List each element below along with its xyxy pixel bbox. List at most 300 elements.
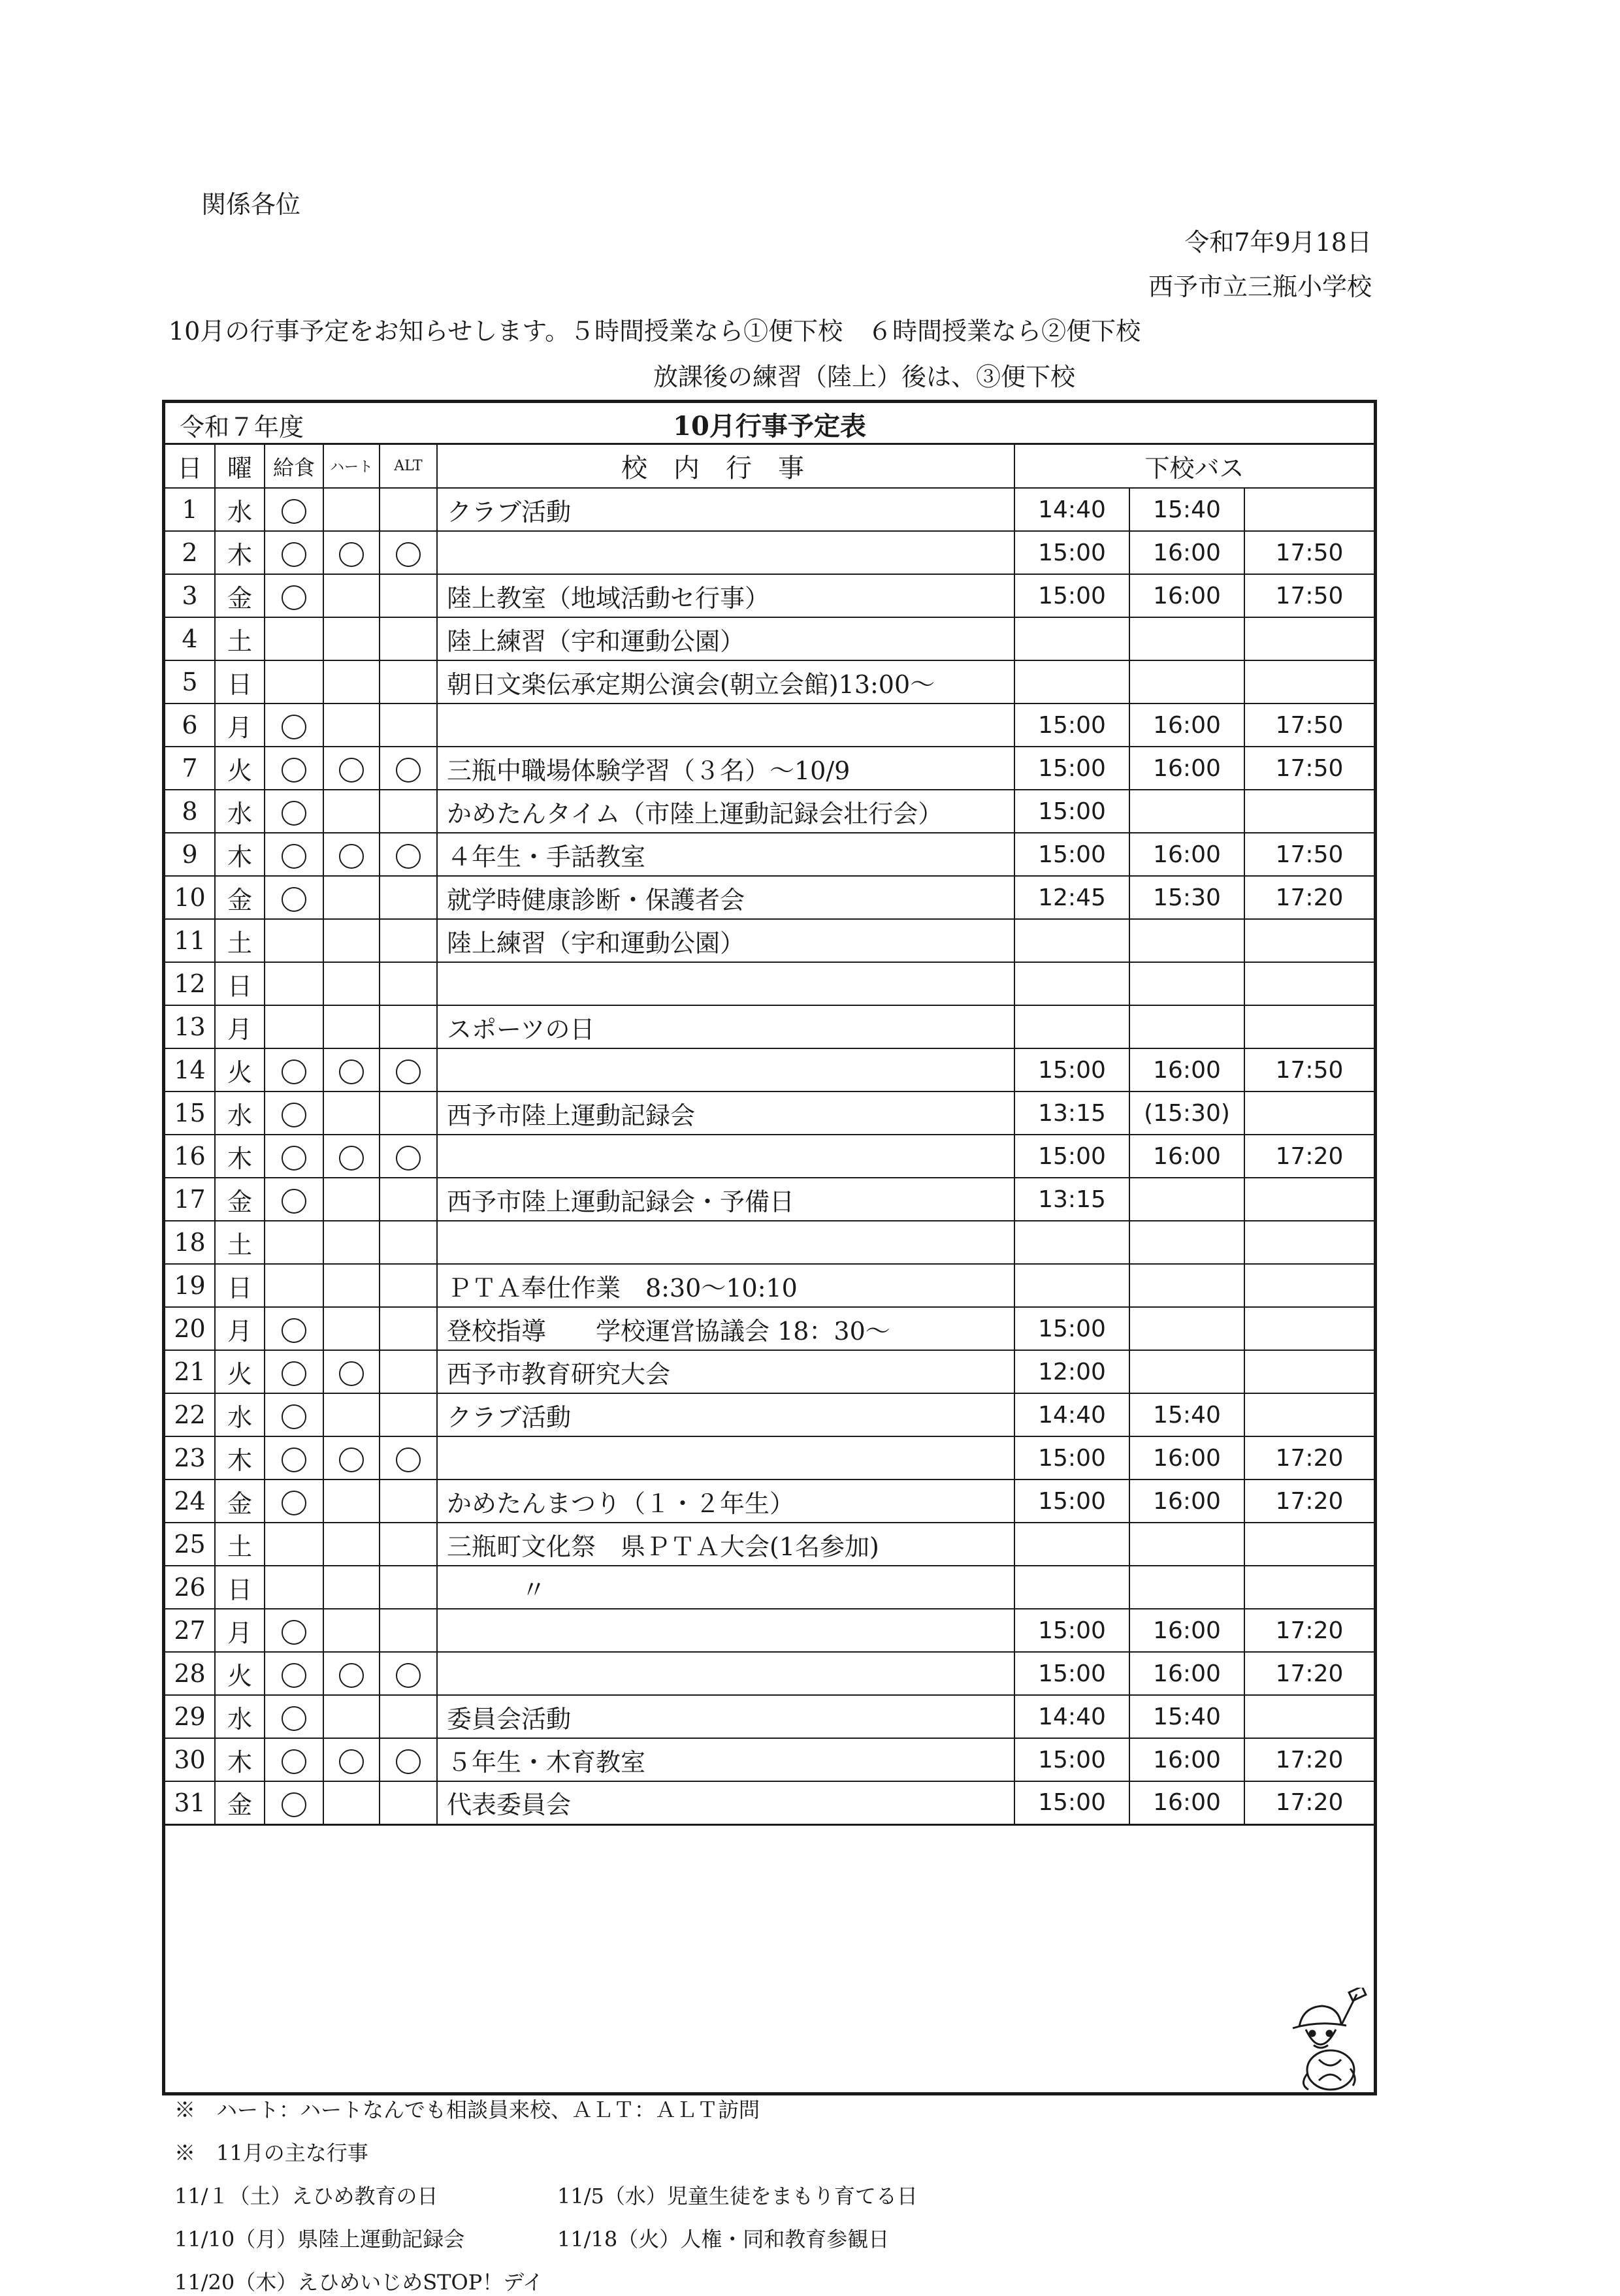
lunch-cell (265, 1479, 323, 1523)
lunch-cell (265, 1221, 323, 1264)
event-cell: 〃 (437, 1566, 1014, 1609)
circle-mark-icon (282, 801, 306, 826)
bus-time-cell (1129, 1005, 1244, 1048)
bus-time-cell (1129, 1523, 1244, 1566)
table-row (165, 1178, 1374, 1221)
day-cell: 7 (165, 747, 215, 790)
day-cell: 20 (165, 1307, 215, 1350)
day-cell: 24 (165, 1479, 215, 1523)
bus-time-cell (1244, 1264, 1374, 1307)
bus-time-cell: 15:00 (1014, 1307, 1129, 1350)
bus-time-cell: 17:20 (1244, 876, 1374, 919)
table-row (165, 1523, 1374, 1566)
bus-time-cell (1244, 1566, 1374, 1609)
event-cell (437, 1135, 1014, 1178)
bus-time-cell: 16:00 (1129, 1048, 1244, 1091)
circle-mark-icon (282, 1663, 306, 1688)
circle-mark-icon (282, 1792, 306, 1817)
issue-date: 令和7年9月18日 (1184, 228, 1372, 257)
heart-cell (323, 919, 380, 962)
event-cell: 西予市教育研究大会 (437, 1350, 1014, 1393)
alt-cell (380, 876, 437, 919)
header-alt: ALT (380, 445, 437, 488)
alt-cell (380, 1048, 437, 1091)
bus-time-cell: 15:00 (1014, 1048, 1129, 1091)
circle-mark-icon (396, 1059, 421, 1084)
lunch-cell (265, 1135, 323, 1178)
bus-time-cell (1014, 1523, 1129, 1566)
bus-time-cell: 12:45 (1014, 876, 1129, 919)
day-cell: 14 (165, 1048, 215, 1091)
lunch-cell (265, 488, 323, 531)
heart-cell (323, 1048, 380, 1091)
heart-cell (323, 1523, 380, 1566)
alt-cell (380, 1738, 437, 1781)
day-cell: 16 (165, 1135, 215, 1178)
bus-time-cell: 13:15 (1014, 1178, 1129, 1221)
header-bus: 下校バス (1014, 445, 1374, 488)
table-row (165, 1695, 1374, 1738)
header-events: 校内行事 (437, 445, 1014, 488)
bus-time-cell (1244, 1005, 1374, 1048)
circle-mark-icon (282, 1620, 306, 1645)
event-cell: かめたんタイム（市陸上運動記録会壮行会） (437, 790, 1014, 833)
bus-time-cell (1129, 962, 1244, 1005)
weekday-cell: 水 (215, 790, 265, 833)
event-cell: 西予市陸上運動記録会・予備日 (437, 1178, 1014, 1221)
bus-time-cell: 16:00 (1129, 574, 1244, 617)
heart-cell (323, 1609, 380, 1652)
bus-time-cell (1014, 617, 1129, 660)
bus-time-cell: 12:00 (1014, 1350, 1129, 1393)
alt-cell (380, 617, 437, 660)
bus-time-cell: 16:00 (1129, 1479, 1244, 1523)
legend-note: ※ ハート：ハートなんでも相談員来校、ＡＬＴ：ＡＬＴ訪問 (174, 2097, 760, 2122)
bus-time-cell: 17:20 (1244, 1609, 1374, 1652)
circle-mark-icon (396, 1749, 421, 1774)
day-cell: 29 (165, 1695, 215, 1738)
event-cell: クラブ活動 (437, 1393, 1014, 1436)
lunch-cell (265, 962, 323, 1005)
weekday-cell: 火 (215, 1048, 265, 1091)
lunch-cell (265, 1091, 323, 1135)
table-row (165, 1479, 1374, 1523)
bus-time-cell: 13:15 (1014, 1091, 1129, 1135)
day-cell: 12 (165, 962, 215, 1005)
table-row (165, 790, 1374, 833)
day-cell: 5 (165, 660, 215, 703)
bus-time-cell: 15:00 (1014, 1652, 1129, 1695)
table-row (165, 1005, 1374, 1048)
table-row (165, 1264, 1374, 1307)
alt-cell (380, 1652, 437, 1695)
heart-cell (323, 962, 380, 1005)
bus-time-cell (1244, 962, 1374, 1005)
event-cell: かめたんまつり（１・２年生） (437, 1479, 1014, 1523)
lunch-cell (265, 703, 323, 747)
alt-cell (380, 1350, 437, 1393)
lunch-cell (265, 574, 323, 617)
heart-cell (323, 1005, 380, 1048)
table-row (165, 1221, 1374, 1264)
bus-time-cell (1244, 1091, 1374, 1135)
table-row (165, 1781, 1374, 1824)
lunch-cell (265, 660, 323, 703)
bus-time-cell (1014, 1566, 1129, 1609)
heart-cell (323, 1350, 380, 1393)
circle-mark-icon (396, 542, 421, 567)
circle-mark-icon (282, 542, 306, 567)
alt-cell (380, 1135, 437, 1178)
november-event: 11/5（水）児童生徒をまもり育てる日 (557, 2184, 918, 2208)
bus-time-cell: 17:50 (1244, 574, 1374, 617)
header-dow: 曜 (215, 445, 265, 488)
day-cell: 25 (165, 1523, 215, 1566)
table-row (165, 703, 1374, 747)
lunch-cell (265, 1436, 323, 1479)
heart-cell (323, 574, 380, 617)
alt-cell (380, 747, 437, 790)
weekday-cell: 月 (215, 1307, 265, 1350)
lunch-cell (265, 1393, 323, 1436)
lunch-cell (265, 1178, 323, 1221)
heart-cell (323, 1393, 380, 1436)
lunch-cell (265, 531, 323, 574)
weekday-cell: 水 (215, 1695, 265, 1738)
bus-time-cell: 17:50 (1244, 703, 1374, 747)
day-cell: 2 (165, 531, 215, 574)
bus-time-cell: 15:30 (1129, 876, 1244, 919)
weekday-cell: 木 (215, 833, 265, 876)
alt-cell (380, 703, 437, 747)
circle-mark-icon (282, 1447, 306, 1472)
alt-cell (380, 1264, 437, 1307)
day-cell: 18 (165, 1221, 215, 1264)
bus-time-cell: 16:00 (1129, 703, 1244, 747)
event-cell: 登校指導 学校運営協議会 18：30～ (437, 1307, 1014, 1350)
november-event: 11/１（土）えひめ教育の日 (174, 2184, 438, 2208)
bus-time-cell (1244, 488, 1374, 531)
alt-cell (380, 1436, 437, 1479)
lunch-cell (265, 1652, 323, 1695)
intro-line-2: 放課後の練習（陸上）後は、③便下校 (653, 363, 1076, 391)
bus-time-cell: 15:00 (1014, 1436, 1129, 1479)
bus-time-cell (1129, 790, 1244, 833)
table-row (165, 876, 1374, 919)
alt-cell (380, 488, 437, 531)
alt-cell (380, 660, 437, 703)
bus-time-cell (1244, 790, 1374, 833)
alt-cell (380, 1178, 437, 1221)
table-row (165, 1048, 1374, 1091)
lunch-cell (265, 747, 323, 790)
day-cell: 28 (165, 1652, 215, 1695)
table-header-row (165, 445, 1374, 488)
circle-mark-icon (282, 1318, 306, 1343)
circle-mark-icon (339, 1146, 364, 1171)
bus-time-cell (1129, 1221, 1244, 1264)
circle-mark-icon (396, 844, 421, 869)
event-cell: 陸上練習（宇和運動公園） (437, 919, 1014, 962)
bus-time-cell: 15:00 (1014, 531, 1129, 574)
circle-mark-icon (396, 758, 421, 783)
heart-cell (323, 617, 380, 660)
bus-time-cell: (15:30) (1129, 1091, 1244, 1135)
heart-cell (323, 531, 380, 574)
bus-time-cell: 16:00 (1129, 747, 1244, 790)
lunch-cell (265, 919, 323, 962)
heart-cell (323, 1264, 380, 1307)
circle-mark-icon (339, 1663, 364, 1688)
table-row (165, 1307, 1374, 1350)
event-cell: 就学時健康診断・保護者会 (437, 876, 1014, 919)
lunch-cell (265, 1738, 323, 1781)
event-cell: 陸上教室（地域活動セ行事） (437, 574, 1014, 617)
circle-mark-icon (396, 1447, 421, 1472)
lunch-cell (265, 1048, 323, 1091)
alt-cell (380, 1479, 437, 1523)
heart-cell (323, 747, 380, 790)
circle-mark-icon (339, 1447, 364, 1472)
weekday-cell: 土 (215, 1221, 265, 1264)
day-cell: 6 (165, 703, 215, 747)
alt-cell (380, 1609, 437, 1652)
lunch-cell (265, 1350, 323, 1393)
november-event: 11/20（木）えひめいじめSTOP！デイ (174, 2270, 544, 2295)
bus-time-cell: 15:00 (1014, 1135, 1129, 1178)
weekday-cell: 木 (215, 531, 265, 574)
bus-time-cell: 15:00 (1014, 833, 1129, 876)
table-row (165, 833, 1374, 876)
alt-cell (380, 531, 437, 574)
weekday-cell: 木 (215, 1738, 265, 1781)
day-cell: 19 (165, 1264, 215, 1307)
bus-time-cell (1014, 919, 1129, 962)
heart-cell (323, 1135, 380, 1178)
circle-mark-icon (339, 1749, 364, 1774)
circle-mark-icon (339, 758, 364, 783)
circle-mark-icon (282, 844, 306, 869)
bus-time-cell: 17:50 (1244, 833, 1374, 876)
heart-cell (323, 876, 380, 919)
table-row (165, 1738, 1374, 1781)
bus-time-cell: 15:00 (1014, 747, 1129, 790)
november-heading: ※ 11月の主な行事 (174, 2141, 368, 2165)
alt-cell (380, 1781, 437, 1824)
event-cell: 代表委員会 (437, 1781, 1014, 1824)
bus-time-cell (1014, 1264, 1129, 1307)
heart-cell (323, 1781, 380, 1824)
bus-time-cell: 17:20 (1244, 1652, 1374, 1695)
weekday-cell: 水 (215, 1393, 265, 1436)
header-heart: ハート (323, 445, 380, 488)
weekday-cell: 火 (215, 1350, 265, 1393)
table-row (165, 1652, 1374, 1695)
weekday-cell: 土 (215, 617, 265, 660)
circle-mark-icon (282, 1404, 306, 1429)
circle-mark-icon (339, 844, 364, 869)
event-cell (437, 1652, 1014, 1695)
bus-time-cell (1129, 1566, 1244, 1609)
fiscal-year: 令和７年度 (180, 413, 304, 442)
event-cell (437, 1048, 1014, 1091)
circle-mark-icon (282, 1749, 306, 1774)
heart-cell (323, 703, 380, 747)
event-cell: 西予市陸上運動記録会 (437, 1091, 1014, 1135)
table-title: 10月行事予定表 (673, 411, 866, 442)
circle-mark-icon (282, 1361, 306, 1386)
day-cell: 17 (165, 1178, 215, 1221)
circle-mark-icon (282, 1706, 306, 1731)
heart-cell (323, 488, 380, 531)
alt-cell (380, 1523, 437, 1566)
turtle-mascot-icon (1273, 1988, 1371, 2099)
lunch-cell (265, 1609, 323, 1652)
bus-time-cell: 17:50 (1244, 747, 1374, 790)
day-cell: 26 (165, 1566, 215, 1609)
bus-time-cell (1129, 1178, 1244, 1221)
circle-mark-icon (282, 758, 306, 783)
table-row (165, 1436, 1374, 1479)
weekday-cell: 日 (215, 660, 265, 703)
table-row (165, 1566, 1374, 1609)
lunch-cell (265, 1781, 323, 1824)
bus-time-cell (1244, 1221, 1374, 1264)
weekday-cell: 水 (215, 488, 265, 531)
bus-time-cell (1244, 1178, 1374, 1221)
bus-time-cell (1129, 617, 1244, 660)
bus-time-cell: 16:00 (1129, 1135, 1244, 1178)
bus-time-cell (1014, 1221, 1129, 1264)
event-cell: 陸上練習（宇和運動公園） (437, 617, 1014, 660)
circle-mark-icon (396, 1146, 421, 1171)
weekday-cell: 月 (215, 703, 265, 747)
bus-time-cell (1129, 919, 1244, 962)
weekday-cell: 水 (215, 1091, 265, 1135)
bus-time-cell (1014, 660, 1129, 703)
bus-time-cell: 16:00 (1129, 1609, 1244, 1652)
bus-time-cell (1244, 1523, 1374, 1566)
bus-time-cell: 15:40 (1129, 488, 1244, 531)
table-row (165, 488, 1374, 531)
table-row (165, 1609, 1374, 1652)
table-row (165, 1091, 1374, 1135)
alt-cell (380, 1091, 437, 1135)
header-lunch: 給食 (265, 445, 323, 488)
event-cell: 委員会活動 (437, 1695, 1014, 1738)
circle-mark-icon (339, 1059, 364, 1084)
lunch-cell (265, 1523, 323, 1566)
table-title-row (165, 403, 1374, 445)
circle-mark-icon (282, 1146, 306, 1171)
bus-time-cell: 16:00 (1129, 1738, 1244, 1781)
table-row (165, 531, 1374, 574)
day-cell: 22 (165, 1393, 215, 1436)
bus-time-cell: 16:00 (1129, 1781, 1244, 1824)
bus-time-cell: 17:20 (1244, 1738, 1374, 1781)
event-cell: スポーツの日 (437, 1005, 1014, 1048)
event-cell (437, 1221, 1014, 1264)
alt-cell (380, 574, 437, 617)
day-cell: 9 (165, 833, 215, 876)
day-cell: 30 (165, 1738, 215, 1781)
november-event: 11/10（月）県陸上運動記録会 (174, 2227, 465, 2252)
bus-time-cell: 17:20 (1244, 1781, 1374, 1824)
schedule-frame (162, 400, 1377, 2295)
bus-time-cell (1244, 660, 1374, 703)
lunch-cell (265, 1307, 323, 1350)
bus-time-cell: 17:20 (1244, 1135, 1374, 1178)
alt-cell (380, 1221, 437, 1264)
heart-cell (323, 1091, 380, 1135)
weekday-cell: 金 (215, 876, 265, 919)
event-cell: 三瓶町文化祭 県ＰＴＡ大会(1名参加) (437, 1523, 1014, 1566)
bus-time-cell (1014, 962, 1129, 1005)
day-cell: 23 (165, 1436, 215, 1479)
circle-mark-icon (339, 1361, 364, 1386)
event-cell: 三瓶中職場体験学習（３名）～10/9 (437, 747, 1014, 790)
alt-cell (380, 919, 437, 962)
weekday-cell: 日 (215, 1566, 265, 1609)
bus-time-cell: 17:50 (1244, 1048, 1374, 1091)
weekday-cell: 木 (215, 1436, 265, 1479)
bus-time-cell (1244, 1695, 1374, 1738)
bus-time-cell: 16:00 (1129, 1436, 1244, 1479)
schedule-table (165, 445, 1374, 1826)
weekday-cell: 日 (215, 1264, 265, 1307)
heart-cell (323, 1738, 380, 1781)
addressee: 関係各位 (201, 190, 301, 219)
bus-time-cell: 15:00 (1014, 574, 1129, 617)
header-day: 日 (165, 445, 215, 488)
bus-time-cell (1244, 1307, 1374, 1350)
weekday-cell: 火 (215, 1652, 265, 1695)
weekday-cell: 土 (215, 1523, 265, 1566)
bus-time-cell: 15:00 (1014, 1781, 1129, 1824)
circle-mark-icon (282, 715, 306, 739)
heart-cell (323, 1695, 380, 1738)
circle-mark-icon (282, 585, 306, 610)
heart-cell (323, 1652, 380, 1695)
day-cell: 10 (165, 876, 215, 919)
bus-time-cell: 17:50 (1244, 531, 1374, 574)
event-cell (437, 1609, 1014, 1652)
table-row (165, 1135, 1374, 1178)
bus-time-cell (1129, 660, 1244, 703)
table-row (165, 747, 1374, 790)
november-event: 11/18（火）人権・同和教育参観日 (557, 2227, 890, 2252)
day-cell: 15 (165, 1091, 215, 1135)
circle-mark-icon (282, 499, 306, 524)
circle-mark-icon (282, 1059, 306, 1084)
table-row (165, 1393, 1374, 1436)
alt-cell (380, 1005, 437, 1048)
day-cell: 8 (165, 790, 215, 833)
bus-time-cell: 16:00 (1129, 1652, 1244, 1695)
alt-cell (380, 1695, 437, 1738)
alt-cell (380, 1566, 437, 1609)
bus-time-cell: 15:00 (1014, 790, 1129, 833)
heart-cell (323, 1566, 380, 1609)
alt-cell (380, 790, 437, 833)
bus-time-cell (1244, 1393, 1374, 1436)
heart-cell (323, 1178, 380, 1221)
bus-time-cell (1244, 919, 1374, 962)
bus-time-cell: 15:00 (1014, 703, 1129, 747)
heart-cell (323, 790, 380, 833)
school-name: 西予市立三瓶小学校 (1148, 272, 1372, 301)
bus-time-cell: 17:20 (1244, 1479, 1374, 1523)
